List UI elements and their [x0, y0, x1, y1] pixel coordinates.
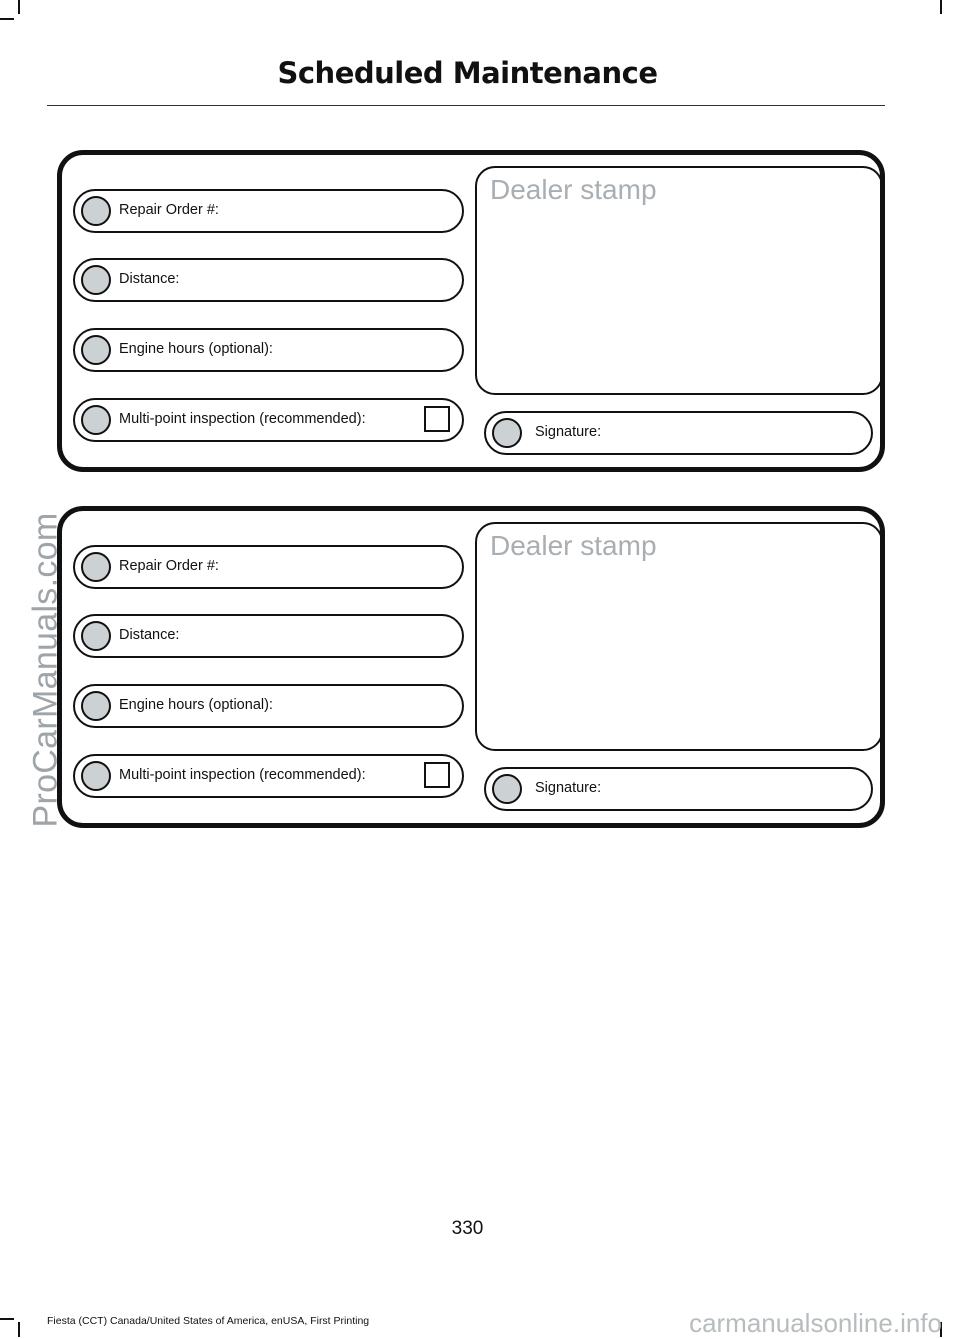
inspection-field	[73, 398, 464, 442]
footer-text: Fiesta (CCT) Canada/United States of America, enUSA, First Printing	[47, 1315, 370, 1327]
distance-field[interactable]	[73, 614, 464, 658]
field-label: Multi-point inspection (recommended):	[119, 411, 366, 427]
dealer-stamp-box	[475, 166, 883, 395]
signature-label: Signature:	[535, 424, 602, 440]
field-marker-icon	[81, 405, 111, 435]
field-label: Distance:	[119, 271, 180, 287]
inspection-field	[73, 754, 464, 798]
maintenance-record-card	[57, 150, 885, 472]
site-watermark: carmanualsonline.info	[689, 1308, 942, 1338]
field-marker-icon	[81, 761, 111, 791]
field-label: Repair Order #:	[119, 558, 219, 574]
field-marker-icon	[81, 621, 111, 651]
crop-mark	[0, 18, 14, 20]
field-marker-icon	[81, 196, 111, 226]
field-marker-icon	[492, 418, 522, 448]
maintenance-record-card	[57, 506, 885, 828]
dealer-stamp-box	[475, 522, 883, 751]
field-label: Engine hours (optional):	[119, 697, 273, 713]
dealer-stamp-label: Dealer stamp	[490, 530, 657, 561]
crop-mark	[0, 1318, 14, 1320]
field-label: Repair Order #:	[119, 202, 219, 218]
signature-field[interactable]	[484, 767, 873, 811]
crop-mark	[18, 1322, 20, 1337]
field-marker-icon	[492, 774, 522, 804]
inspection-checkbox[interactable]	[424, 406, 450, 432]
engine-hours-field[interactable]	[73, 684, 464, 728]
field-marker-icon	[81, 552, 111, 582]
signature-label: Signature:	[535, 780, 602, 796]
field-marker-icon	[81, 691, 111, 721]
distance-field[interactable]	[73, 258, 464, 302]
dealer-stamp-label: Dealer stamp	[490, 174, 657, 205]
page-title: Scheduled Maintenance	[277, 56, 658, 90]
engine-hours-field[interactable]	[73, 328, 464, 372]
repair-order-field[interactable]	[73, 189, 464, 233]
page-number: 330	[451, 1218, 484, 1239]
field-marker-icon	[81, 265, 111, 295]
crop-mark	[18, 0, 20, 14]
field-label: Multi-point inspection (recommended):	[119, 767, 366, 783]
inspection-checkbox[interactable]	[424, 762, 450, 788]
field-label: Distance:	[119, 627, 180, 643]
crop-mark	[940, 0, 942, 14]
side-watermark: ProCarManuals.com	[26, 512, 65, 828]
repair-order-field[interactable]	[73, 545, 464, 589]
field-marker-icon	[81, 335, 111, 365]
title-divider	[47, 105, 885, 106]
field-label: Engine hours (optional):	[119, 341, 273, 357]
signature-field[interactable]	[484, 411, 873, 455]
